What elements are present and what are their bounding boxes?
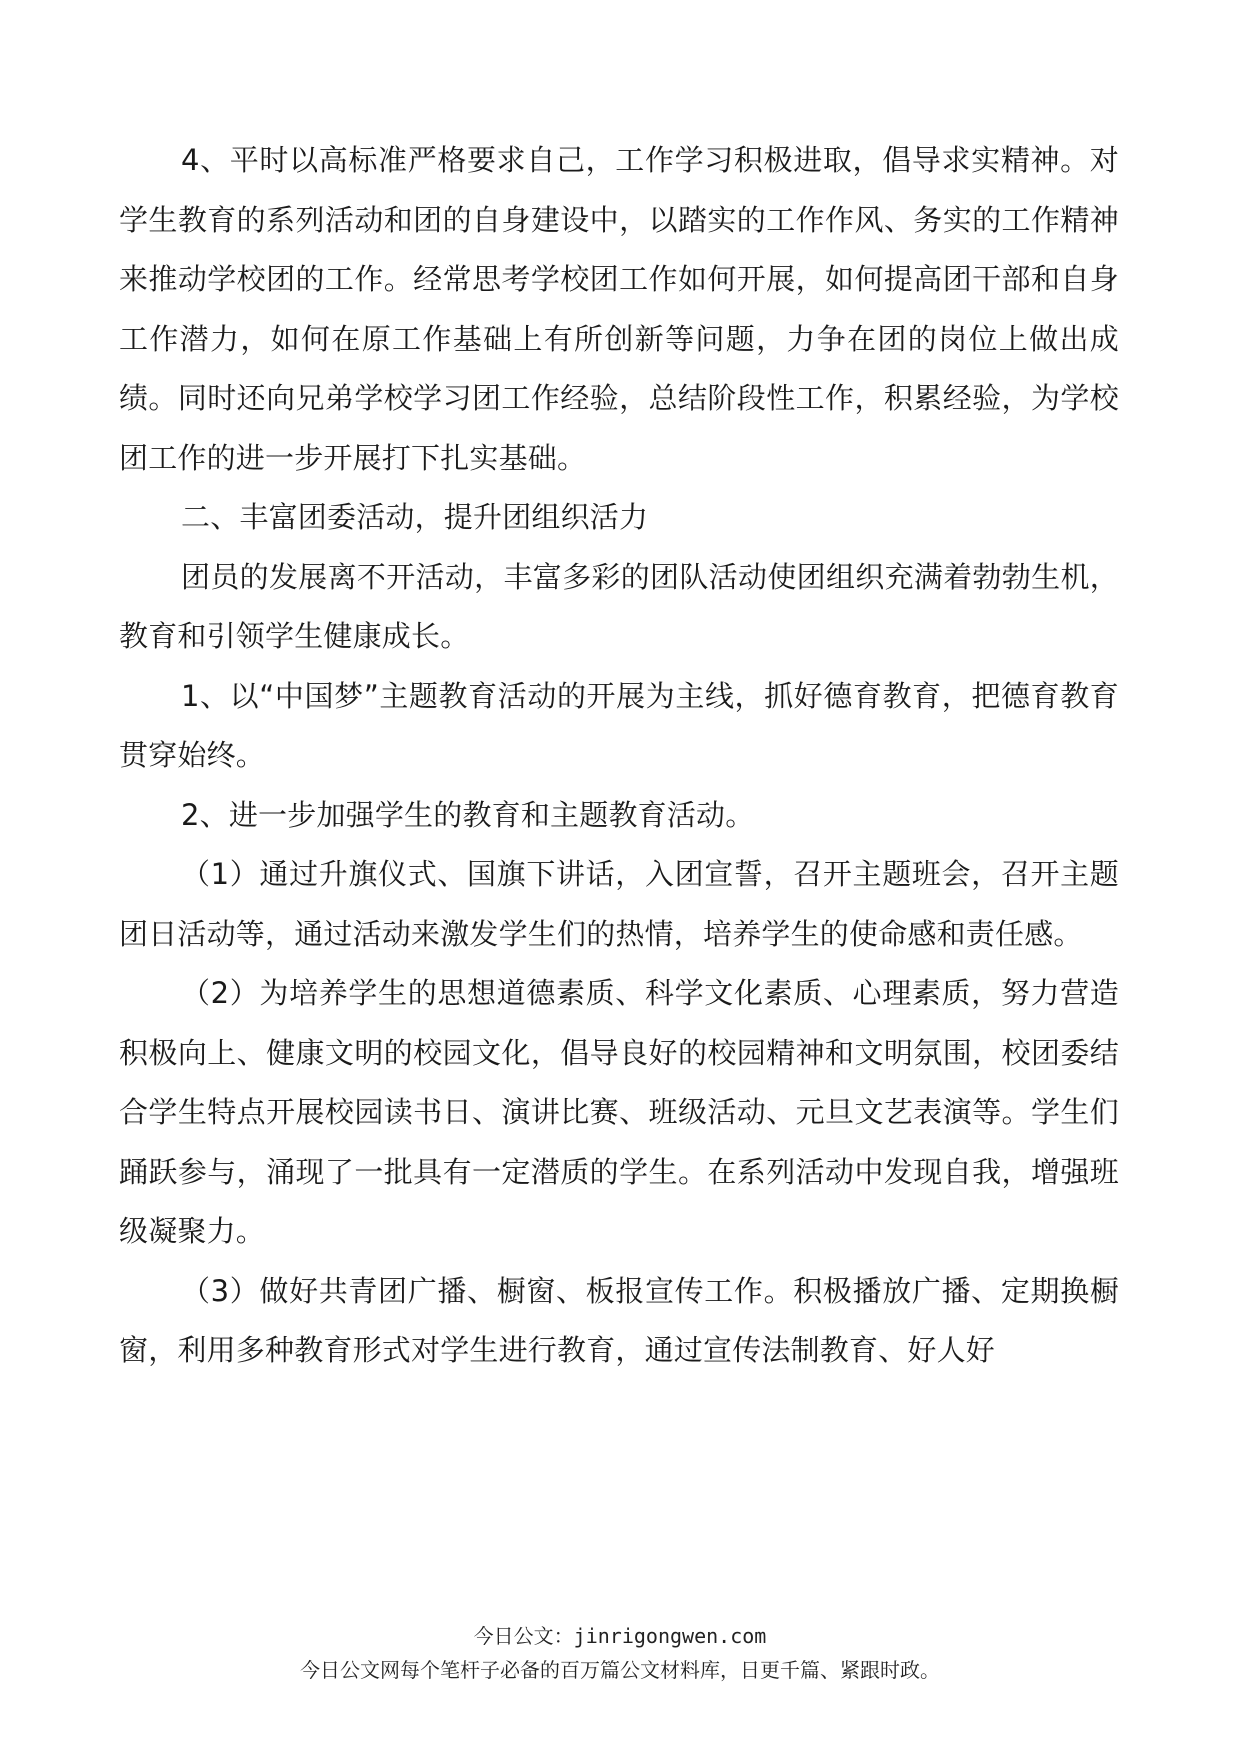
paragraph-intro: 团员的发展离不开活动，丰富多彩的团队活动使团组织充满着勃勃生机，教育和引领学生健康成长。 xyxy=(119,559,1119,653)
footer-site-line: 今日公文：jinrigongwen.com xyxy=(473,1624,767,1648)
paragraph-item-1: 1、以“中国梦”主题教育活动的开展为主线，抓好德育教育，把德育教育贯穿始终。 xyxy=(119,678,1119,772)
paragraph-item-4: 4、平时以高标准严格要求自己，工作学习积极进取，倡导求实精神。对学生教育的系列活动和团的自身建设中，以踏实的工作作风、务实的工作精神来推动学校团的工作。经常思考学校团工作如何开展，如何提高团干部和自身工作潜力，如何在原工作基础上有所创新等问题，力争在团的岗位上做出成绩。同时还向兄弟学校学习团工作经验，总结阶段性工作，积累经验，为学校团工作的进一步开展打下扎实基础。 xyxy=(119,143,1119,475)
paragraph-subitem-3: （3）做好共青团广播、橱窗、板报宣传工作。积极播放广播、定期换橱窗，利用多种教育形式对学生进行教育，通过宣传法制教育、好人好 xyxy=(119,1273,1119,1367)
document-body xyxy=(119,131,1119,1381)
section-heading-2: 二、丰富团委活动，提升团组织活力 xyxy=(181,500,649,534)
footer-slogan-line: 今日公文网每个笔杆子必备的百万篇公文材料库，日更千篇、紧跟时政。 xyxy=(300,1658,940,1682)
paragraph-subitem-2: （2）为培养学生的思想道德素质、科学文化素质、心理素质，努力营造积极向上、健康文明的校园文化，倡导良好的校园精神和文明氛围，校团委结合学生特点开展校园读书日、演讲比赛、班级活动、元旦文艺表演等。学生们踊跃参与，涌现了一批具有一定潜质的学生。在系列活动中发现自我，增强班级凝聚力。 xyxy=(119,976,1119,1248)
paragraph-subitem-1: （1）通过升旗仪式、国旗下讲话，入团宣誓，召开主题班会，召开主题团日活动等，通过活动来激发学生们的热情，培养学生的使命感和责任感。 xyxy=(119,857,1119,951)
paragraph-item-2: 2、进一步加强学生的教育和主题教育活动。 xyxy=(181,797,755,832)
